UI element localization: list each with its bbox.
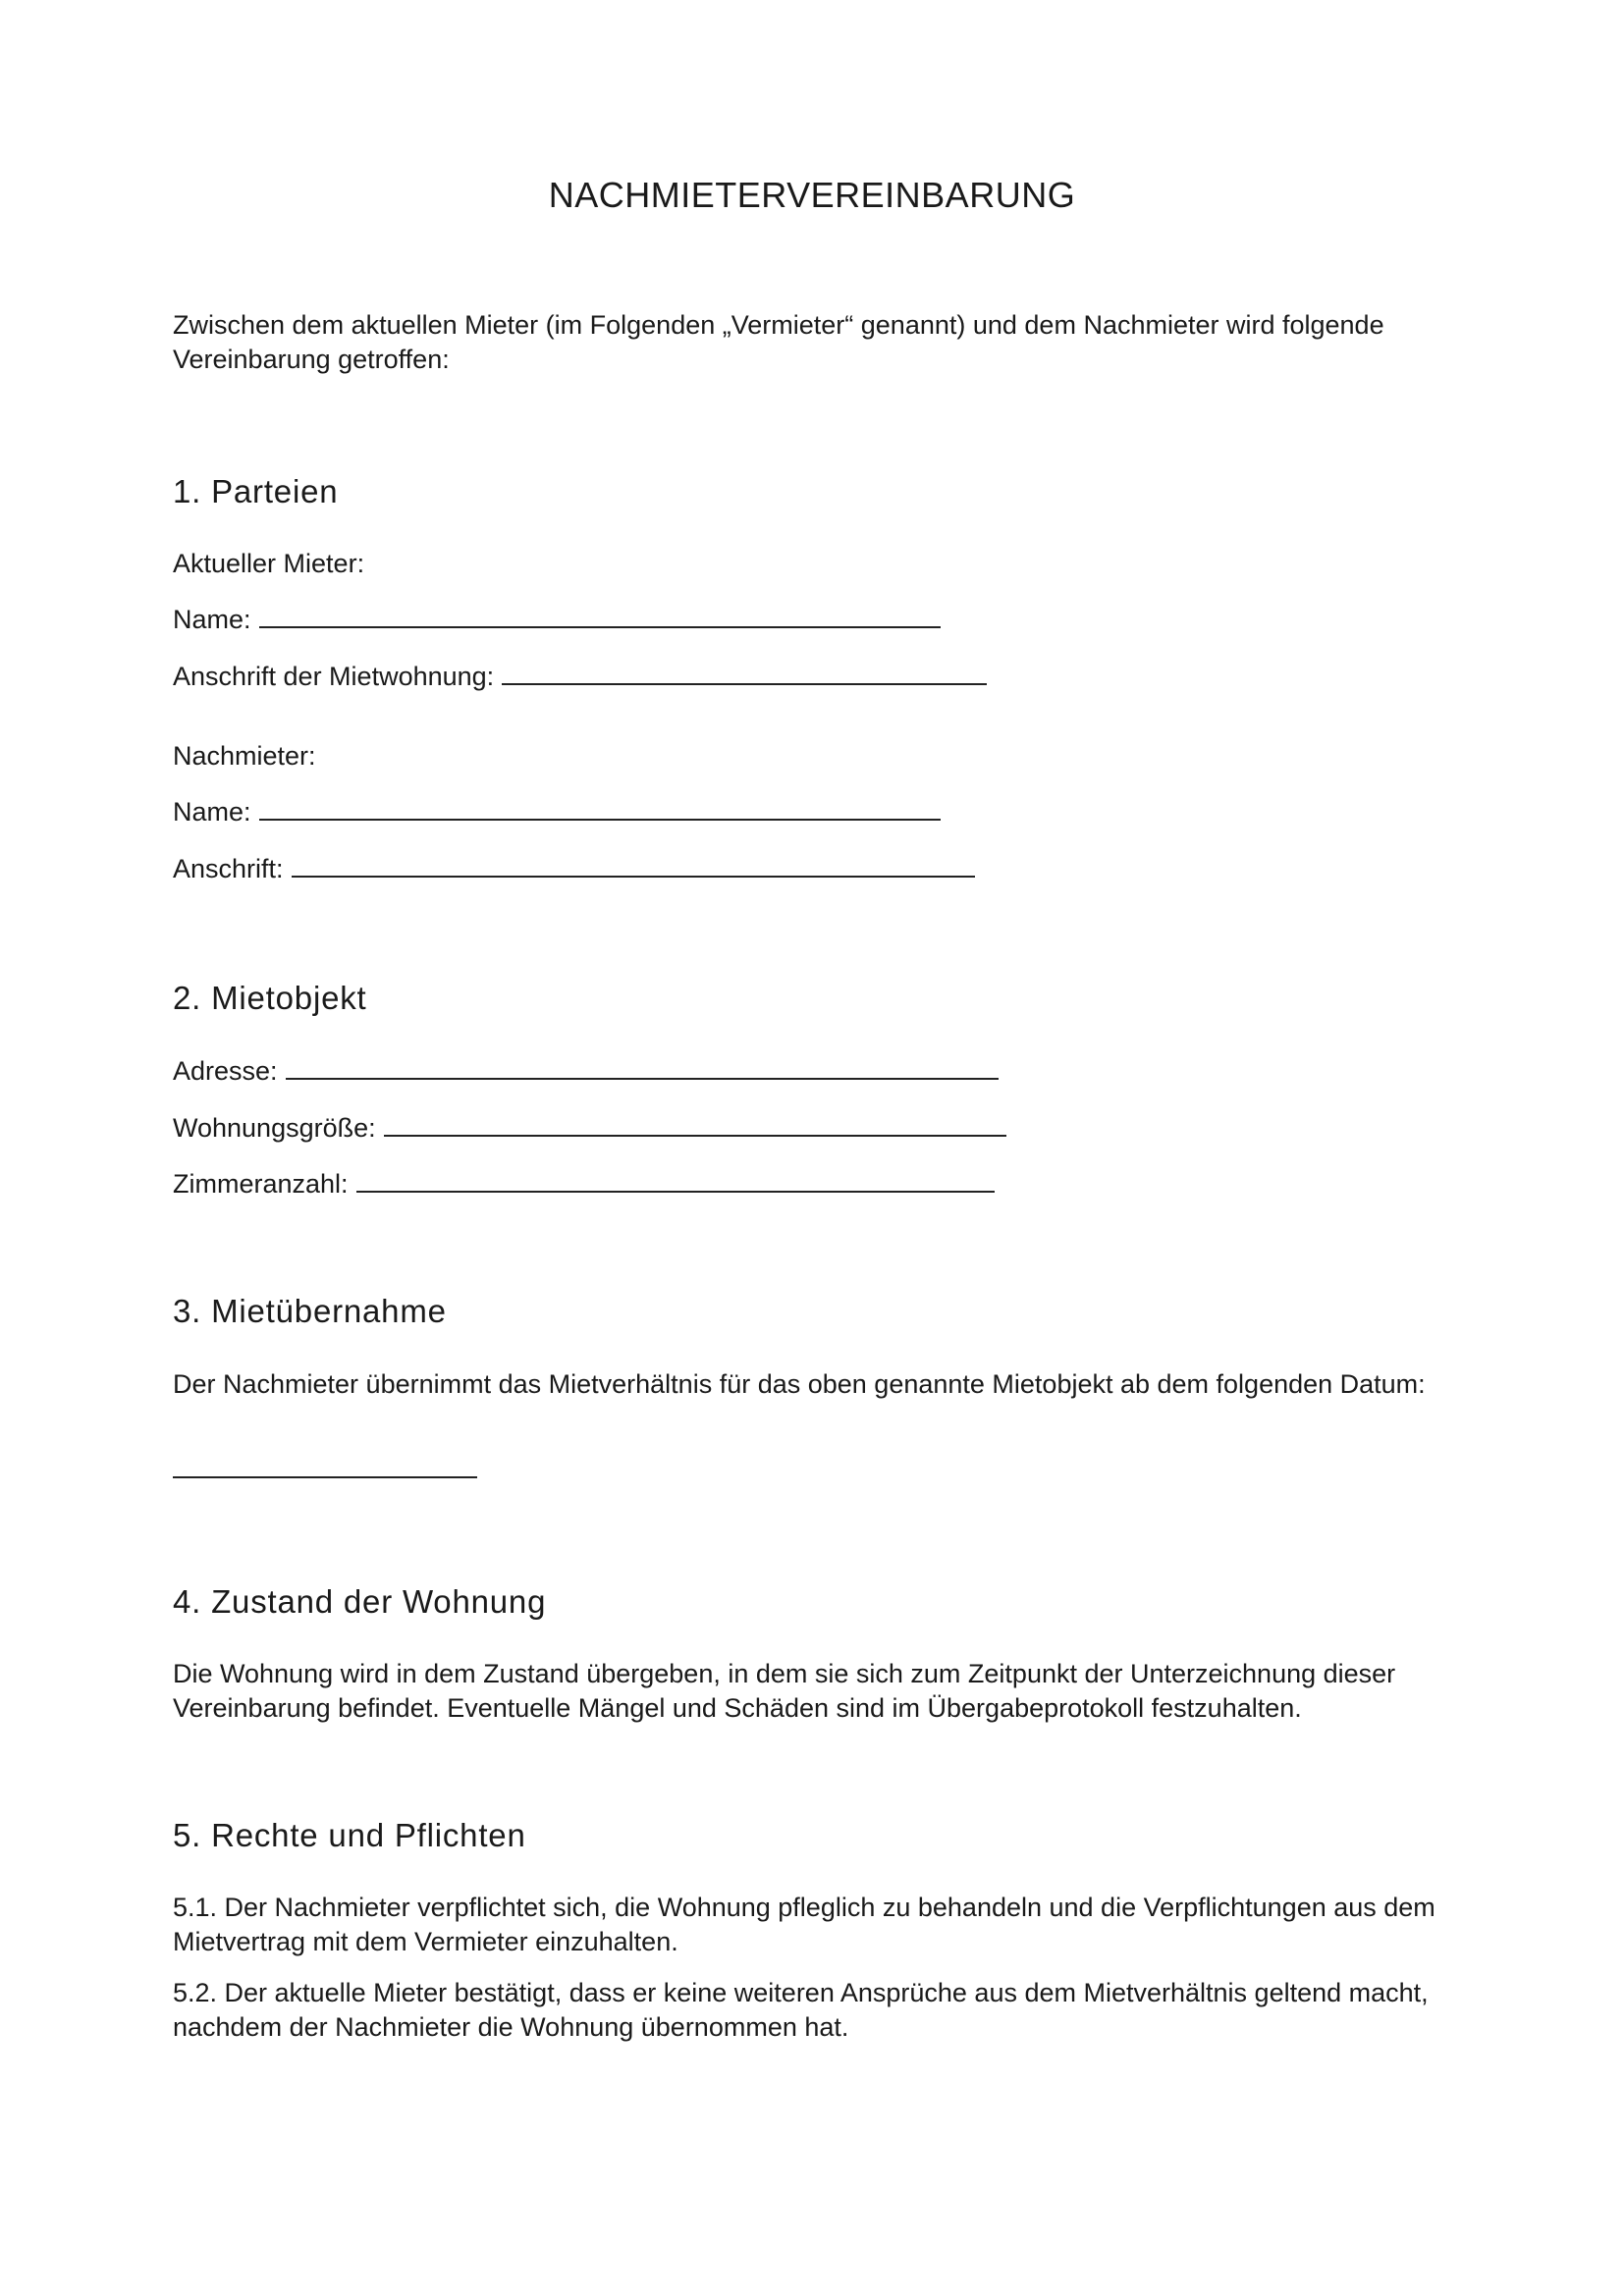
section-4-text: Die Wohnung wird in dem Zustand übergeben, in dem sie sich zum Zeitpunkt der Unterzeichnung dieser Vereinbarung befindet. Eventuelle Mängel und Schäden sind im Übergabeprotokoll festzuhalten. — [173, 1659, 1396, 1723]
object-address-field[interactable] — [286, 1054, 999, 1080]
room-count-row — [173, 1167, 995, 1201]
apartment-size-row — [173, 1111, 1006, 1145]
next-tenant-address-field[interactable] — [292, 852, 975, 878]
intro-paragraph: Zwischen dem aktuellen Mieter (im Folgenden „Vermieter“ genannt) und dem Nachmieter wird folgende Vereinbarung getroffen: — [173, 310, 1384, 374]
current-tenant-label: Aktueller Mieter: — [173, 549, 365, 578]
next-tenant-label: Nachmieter: — [173, 741, 316, 771]
current-tenant-address-row — [173, 660, 987, 693]
room-count-field[interactable] — [356, 1167, 995, 1193]
current-tenant-name-row — [173, 603, 941, 636]
section-3-heading: 3. Mietübernahme — [173, 1293, 447, 1329]
section-5-paragraph-2: 5.2. Der aktuelle Mieter bestätigt, dass er keine weiteren Ansprüche aus dem Mietverhältnis geltend macht, nachdem der Nachmieter die Wohnung übernommen hat. — [173, 1978, 1429, 2042]
next-tenant-name-label: Name: — [173, 797, 251, 827]
room-count-label: Zimmeranzahl: — [173, 1169, 349, 1199]
object-address-label: Adresse: — [173, 1056, 278, 1086]
section-3-text: Der Nachmieter übernimmt das Mietverhältnis für das oben genannte Mietobjekt ab dem folgenden Datum: — [173, 1369, 1426, 1399]
takeover-date-field[interactable] — [173, 1476, 477, 1478]
next-tenant-name-row — [173, 795, 941, 828]
current-tenant-name-label: Name: — [173, 605, 251, 634]
current-tenant-name-field[interactable] — [259, 603, 941, 628]
object-address-row — [173, 1054, 999, 1088]
next-tenant-address-row — [173, 852, 975, 885]
section-4-heading: 4. Zustand der Wohnung — [173, 1583, 547, 1620]
document-title: NACHMIETERVEREINBARUNG — [548, 175, 1076, 215]
section-5-heading: 5. Rechte und Pflichten — [173, 1817, 526, 1853]
apartment-size-label: Wohnungsgröße: — [173, 1113, 376, 1143]
section-2-heading: 2. Mietobjekt — [173, 980, 367, 1016]
next-tenant-address-label: Anschrift: — [173, 854, 284, 883]
next-tenant-name-field[interactable] — [259, 795, 941, 821]
section-5-paragraph-1: 5.1. Der Nachmieter verpflichtet sich, die Wohnung pfleglich zu behandeln und die Verpflichtungen aus dem Mietvertrag mit dem Vermieter einzuhalten. — [173, 1893, 1435, 1956]
section-1-heading: 1. Parteien — [173, 473, 339, 509]
apartment-size-field[interactable] — [384, 1111, 1006, 1137]
current-tenant-address-label: Anschrift der Mietwohnung: — [173, 662, 495, 691]
current-tenant-address-field[interactable] — [502, 660, 987, 685]
